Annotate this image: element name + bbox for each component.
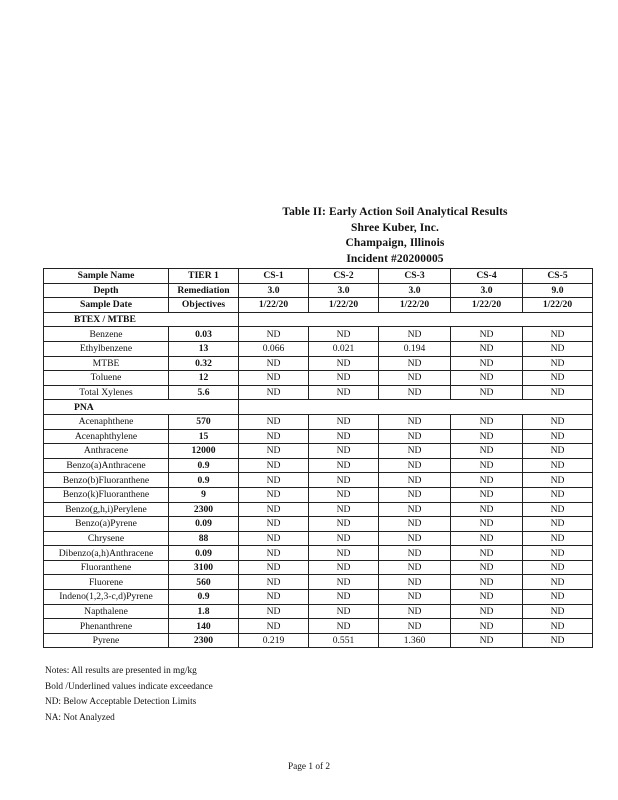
- result-value: 0.194: [379, 341, 451, 356]
- result-value: ND: [309, 444, 379, 459]
- result-value: ND: [309, 429, 379, 444]
- header-label: Sample Date: [44, 298, 169, 313]
- analyte-name: Total Xylenes: [44, 385, 169, 400]
- result-value: ND: [451, 444, 523, 459]
- table-row: [44, 341, 593, 356]
- result-value: ND: [451, 414, 523, 429]
- section-row: [44, 400, 593, 415]
- sample-header: 3.0: [239, 283, 309, 298]
- result-value: ND: [523, 327, 593, 342]
- sample-header: CS-2: [309, 269, 379, 284]
- sample-header: CS-1: [239, 269, 309, 284]
- result-value: ND: [239, 327, 309, 342]
- result-value: ND: [309, 356, 379, 371]
- result-value: ND: [309, 619, 379, 634]
- tier1-value: 12000: [169, 444, 239, 459]
- note-line: NA: Not Analyzed: [45, 712, 115, 723]
- sample-header: 1/22/20: [451, 298, 523, 313]
- analyte-name: Napthalene: [44, 604, 169, 619]
- tier1-value: 15: [169, 429, 239, 444]
- result-value: ND: [451, 546, 523, 561]
- header-row: [44, 283, 593, 298]
- section-label: BTEX / MTBE: [44, 312, 239, 327]
- result-value: ND: [379, 371, 451, 386]
- result-value: ND: [451, 487, 523, 502]
- result-value: ND: [379, 444, 451, 459]
- analyte-name: Benzo(a)Pyrene: [44, 517, 169, 532]
- tier1-value: 0.09: [169, 546, 239, 561]
- analyte-name: Pyrene: [44, 633, 169, 648]
- table-row: [44, 633, 593, 648]
- result-value: ND: [379, 429, 451, 444]
- analyte-name: Acenaphthylene: [44, 429, 169, 444]
- tier1-header: Objectives: [169, 298, 239, 313]
- sample-header: 3.0: [309, 283, 379, 298]
- tier1-value: 0.9: [169, 458, 239, 473]
- tier1-value: 2300: [169, 502, 239, 517]
- result-value: ND: [239, 604, 309, 619]
- table-row: [44, 560, 593, 575]
- header-label: Sample Name: [44, 269, 169, 284]
- notes-block: [45, 664, 213, 726]
- analytical-results-table: [43, 268, 593, 648]
- result-value: ND: [309, 531, 379, 546]
- note-line: Bold /Underlined values indicate exceedance: [45, 681, 213, 692]
- analyte-name: Benzo(k)Fluoranthene: [44, 487, 169, 502]
- result-value: ND: [309, 604, 379, 619]
- result-value: ND: [523, 590, 593, 605]
- result-value: ND: [523, 371, 593, 386]
- tier1-value: 9: [169, 487, 239, 502]
- result-value: ND: [309, 502, 379, 517]
- table-row: [44, 575, 593, 590]
- result-value: ND: [379, 546, 451, 561]
- result-value: ND: [379, 560, 451, 575]
- result-value: ND: [239, 356, 309, 371]
- sample-header: 9.0: [523, 283, 593, 298]
- page-number: Page 1 of 2: [287, 762, 331, 772]
- note-line: Notes: All results are presented in mg/kg: [45, 666, 197, 676]
- header-label: Depth: [44, 283, 169, 298]
- table-row: [44, 371, 593, 386]
- incident-number: Incident #20200005: [346, 252, 444, 265]
- result-value: ND: [451, 371, 523, 386]
- result-value: ND: [523, 385, 593, 400]
- result-value: ND: [451, 531, 523, 546]
- analyte-name: Dibenzo(a,h)Anthracene: [44, 546, 169, 561]
- tier1-value: 0.09: [169, 517, 239, 532]
- result-value: ND: [379, 473, 451, 488]
- analyte-name: Benzene: [44, 327, 169, 342]
- tier1-value: 13: [169, 341, 239, 356]
- result-value: ND: [239, 590, 309, 605]
- tier1-value: 1.8: [169, 604, 239, 619]
- section-blank: [239, 312, 593, 327]
- result-value: ND: [239, 619, 309, 634]
- result-value: ND: [523, 517, 593, 532]
- result-value: ND: [451, 517, 523, 532]
- result-value: ND: [379, 502, 451, 517]
- result-value: 0.551: [309, 633, 379, 648]
- result-value: 1.360: [379, 633, 451, 648]
- table-row: [44, 502, 593, 517]
- note-line: ND: Below Acceptable Detection Limits: [45, 697, 197, 707]
- result-value: ND: [239, 429, 309, 444]
- analyte-name: Chrysene: [44, 531, 169, 546]
- tier1-value: 0.32: [169, 356, 239, 371]
- result-value: ND: [523, 560, 593, 575]
- tier1-value: 570: [169, 414, 239, 429]
- result-value: ND: [379, 414, 451, 429]
- table-row: [44, 546, 593, 561]
- result-value: ND: [379, 590, 451, 605]
- analyte-name: Benzo(g,h,i)Perylene: [44, 502, 169, 517]
- table-row: [44, 458, 593, 473]
- result-value: ND: [451, 458, 523, 473]
- result-value: ND: [451, 341, 523, 356]
- result-value: ND: [451, 473, 523, 488]
- section-label: PNA: [44, 400, 239, 415]
- sample-header: CS-3: [379, 269, 451, 284]
- result-value: ND: [523, 487, 593, 502]
- result-value: ND: [523, 341, 593, 356]
- tier1-value: 2300: [169, 633, 239, 648]
- result-value: ND: [523, 531, 593, 546]
- result-value: ND: [239, 444, 309, 459]
- result-value: ND: [523, 356, 593, 371]
- analyte-name: MTBE: [44, 356, 169, 371]
- header-row: [44, 269, 593, 284]
- result-value: ND: [309, 546, 379, 561]
- result-value: ND: [451, 619, 523, 634]
- analyte-name: Toluene: [44, 371, 169, 386]
- result-value: ND: [451, 575, 523, 590]
- section-blank: [239, 400, 593, 415]
- result-value: ND: [309, 560, 379, 575]
- analyte-name: Ethylbenzene: [44, 341, 169, 356]
- result-value: ND: [239, 385, 309, 400]
- tier1-value: 560: [169, 575, 239, 590]
- result-value: ND: [239, 487, 309, 502]
- table-row: [44, 487, 593, 502]
- result-value: ND: [523, 473, 593, 488]
- sample-header: CS-4: [451, 269, 523, 284]
- analyte-name: Fluorene: [44, 575, 169, 590]
- result-value: ND: [239, 560, 309, 575]
- result-value: ND: [239, 414, 309, 429]
- result-value: ND: [239, 371, 309, 386]
- result-value: ND: [451, 356, 523, 371]
- table-row: [44, 517, 593, 532]
- sample-header: 1/22/20: [239, 298, 309, 313]
- tier1-value: 5.6: [169, 385, 239, 400]
- result-value: ND: [309, 327, 379, 342]
- tier1-header: TIER 1: [169, 269, 239, 284]
- result-value: ND: [379, 619, 451, 634]
- result-value: 0.066: [239, 341, 309, 356]
- section-row: [44, 312, 593, 327]
- result-value: ND: [239, 531, 309, 546]
- table-row: [44, 590, 593, 605]
- result-value: ND: [451, 633, 523, 648]
- table-row: [44, 429, 593, 444]
- result-value: ND: [379, 458, 451, 473]
- sample-header: 1/22/20: [379, 298, 451, 313]
- result-value: ND: [309, 371, 379, 386]
- result-value: ND: [239, 473, 309, 488]
- tier1-value: 0.9: [169, 473, 239, 488]
- result-value: ND: [309, 414, 379, 429]
- result-value: ND: [239, 575, 309, 590]
- location: Champaign, Illinois: [345, 237, 445, 249]
- result-value: ND: [309, 473, 379, 488]
- result-value: ND: [523, 444, 593, 459]
- sample-header: CS-5: [523, 269, 593, 284]
- result-value: ND: [451, 327, 523, 342]
- result-value: ND: [523, 546, 593, 561]
- table-row: [44, 473, 593, 488]
- result-value: ND: [239, 517, 309, 532]
- result-value: ND: [523, 429, 593, 444]
- table-row: [44, 356, 593, 371]
- sample-header: 1/22/20: [309, 298, 379, 313]
- result-value: ND: [239, 546, 309, 561]
- table-row: [44, 414, 593, 429]
- result-value: ND: [523, 633, 593, 648]
- tier1-value: 88: [169, 531, 239, 546]
- result-value: ND: [451, 590, 523, 605]
- result-value: ND: [451, 604, 523, 619]
- result-value: ND: [451, 385, 523, 400]
- result-value: ND: [451, 429, 523, 444]
- result-value: ND: [309, 590, 379, 605]
- sample-header: 3.0: [451, 283, 523, 298]
- analyte-name: Benzo(a)Anthracene: [44, 458, 169, 473]
- tier1-header: Remediation: [169, 283, 239, 298]
- tier1-value: 0.03: [169, 327, 239, 342]
- result-value: ND: [379, 531, 451, 546]
- result-value: ND: [379, 517, 451, 532]
- analyte-name: Phenanthrene: [44, 619, 169, 634]
- table-title-block: [230, 205, 560, 267]
- result-value: ND: [379, 575, 451, 590]
- tier1-value: 0.9: [169, 590, 239, 605]
- header-row: [44, 298, 593, 313]
- result-value: ND: [309, 385, 379, 400]
- result-value: ND: [379, 604, 451, 619]
- table-row: [44, 385, 593, 400]
- table-row: [44, 604, 593, 619]
- table-row: [44, 619, 593, 634]
- analyte-name: Indeno(1,2,3-c,d)Pyrene: [44, 590, 169, 605]
- result-value: ND: [523, 414, 593, 429]
- tier1-value: 3100: [169, 560, 239, 575]
- tier1-value: 12: [169, 371, 239, 386]
- result-value: ND: [523, 619, 593, 634]
- table-title: Table II: Early Action Soil Analytical Results: [282, 206, 508, 218]
- result-value: ND: [523, 502, 593, 517]
- result-value: ND: [523, 458, 593, 473]
- analyte-name: Benzo(b)Fluoranthene: [44, 473, 169, 488]
- result-value: ND: [309, 575, 379, 590]
- tier1-value: 140: [169, 619, 239, 634]
- result-value: ND: [523, 604, 593, 619]
- table-row: [44, 444, 593, 459]
- result-value: ND: [239, 502, 309, 517]
- result-value: ND: [379, 356, 451, 371]
- result-value: ND: [379, 385, 451, 400]
- table-row: [44, 531, 593, 546]
- result-value: 0.219: [239, 633, 309, 648]
- result-value: ND: [451, 560, 523, 575]
- result-value: ND: [451, 502, 523, 517]
- result-value: ND: [523, 575, 593, 590]
- analyte-name: Fluoranthene: [44, 560, 169, 575]
- result-value: ND: [379, 327, 451, 342]
- sample-header: 1/22/20: [523, 298, 593, 313]
- analyte-name: Anthracene: [44, 444, 169, 459]
- result-value: ND: [379, 487, 451, 502]
- result-value: ND: [309, 517, 379, 532]
- table-row: [44, 327, 593, 342]
- company-name: Shree Kuber, Inc.: [351, 221, 439, 234]
- sample-header: 3.0: [379, 283, 451, 298]
- result-value: ND: [309, 487, 379, 502]
- result-value: 0.021: [309, 341, 379, 356]
- result-value: ND: [309, 458, 379, 473]
- result-value: ND: [239, 458, 309, 473]
- analyte-name: Acenaphthene: [44, 414, 169, 429]
